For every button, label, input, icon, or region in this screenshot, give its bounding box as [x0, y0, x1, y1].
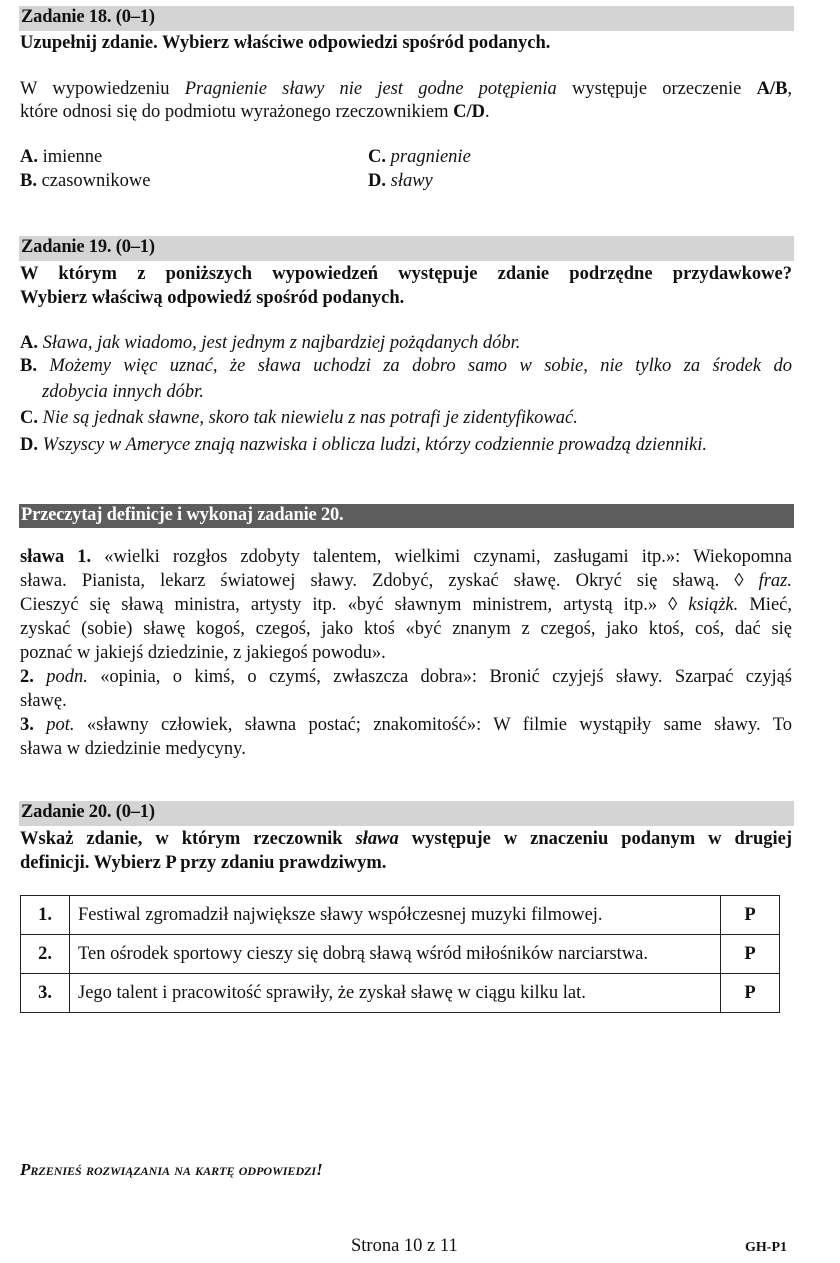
row-number: 1.	[21, 896, 70, 935]
definition-line: sławę.	[20, 691, 67, 711]
task19-instruction-line1: W którym z poniższych wypowiedzeń występuje zdanie podrzędne przydawkowe?	[20, 264, 792, 284]
task20-instruction-line1: Wskaż zdanie, w którym rzeczownik sława występuje w znaczeniu podanym w drugiej	[20, 829, 793, 849]
definition-line: sława w dziedzinie medycyny.	[20, 739, 246, 759]
definition-line: zyskać (sobie) sławę kogoś, czegoś, jako ktoś «być znanym z czegoś, jako ktoś, coś, dać się	[20, 619, 792, 639]
task19-option-a[interactable]: A. Sława, jak wiadomo, jest jednym z najbardziej pożądanych dóbr.	[20, 333, 521, 353]
task19-option-d[interactable]: D. Wszyscy w Ameryce znają nazwiska i oblicza ludzi, którzy codziennie prowadzą dzienniki.	[20, 435, 708, 455]
definitions-header-bar	[19, 504, 794, 528]
row-sentence: Festiwal zgromadził największe sławy współczesnej muzyki filmowej.	[70, 896, 721, 935]
row-number: 2.	[21, 935, 70, 974]
task19-header-bar	[19, 236, 794, 261]
definition-line: sława. Pianista, lekarz światowej sławy. Zdobyć, zyskać sławę. Okryć się sławą. ◊ fraz.	[20, 571, 792, 591]
task18-option-d[interactable]: D. sławy	[368, 171, 433, 191]
row-sentence: Jego talent i pracowitość sprawiły, że zyskał sławę w ciągu kilku lat.	[70, 974, 721, 1013]
task19-option-c[interactable]: C. Nie są jednak sławne, skoro tak niewielu z nas potrafi je zidentyfikować.	[20, 408, 578, 428]
definition-line: 2. podn. «opinia, o kimś, o czymś, zwłaszcza dobra»: Bronić czyjejś sławy. Szarpać czyjąś	[20, 667, 792, 687]
task18-option-c[interactable]: C. pragnienie	[368, 147, 471, 167]
task20-instruction-line2: definicji. Wybierz P przy zdaniu prawdziwym.	[20, 853, 387, 873]
row-sentence: Ten ośrodek sportowy cieszy się dobrą sławą wśród miłośników narciarstwa.	[70, 935, 721, 974]
definition-line: 3. pot. «sławny człowiek, sławna postać; znakomitość»: W filmie wystąpiły same sławy. To	[20, 715, 792, 735]
task18-sentence-line1: W wypowiedzeniu Pragnienie sławy nie jest godne potępienia występuje orzeczenie A/B,	[20, 79, 793, 99]
task19-header: Zadanie 19. (0–1)	[21, 237, 155, 257]
task20-header: Zadanie 20. (0–1)	[21, 802, 155, 822]
task18-option-a[interactable]: A. imienne	[20, 147, 103, 167]
task19-instruction-line2: Wybierz właściwą odpowiedź spośród podanych.	[20, 288, 405, 308]
row-number: 3.	[21, 974, 70, 1013]
page-number: Strona 10 z 11	[351, 1236, 458, 1256]
task18-quote: Pragnienie sławy nie jest godne potępienia	[184, 79, 557, 99]
definition-line: poznać w jakiejś dziedzinie, z jakiegoś powodu».	[20, 643, 386, 663]
task18-sentence-line2: które odnosi się do podmiotu wyrażonego rzeczownikiem C/D.	[20, 102, 490, 122]
task19-option-b-cont[interactable]: zdobycia innych dóbr.	[42, 382, 204, 402]
task18-instruction: Uzupełnij zdanie. Wybierz właściwe odpowiedzi spośród podanych.	[20, 33, 551, 53]
exam-code: GH-P1	[745, 1240, 787, 1255]
row-p-option[interactable]: P	[721, 935, 780, 974]
row-p-option[interactable]: P	[721, 974, 780, 1013]
table-row	[21, 935, 780, 974]
definitions-header: Przeczytaj definicje i wykonaj zadanie 20.	[21, 505, 344, 525]
task19-option-b[interactable]: B. Możemy więc uznać, że sława uchodzi za dobro samo w sobie, nie tylko za środek do	[20, 356, 792, 376]
table-row	[21, 896, 780, 935]
task18-option-b[interactable]: B. czasownikowe	[20, 171, 151, 191]
task20-answer-table	[20, 895, 780, 1013]
task18-header: Zadanie 18. (0–1)	[21, 7, 155, 27]
definition-line: Cieszyć się sławą ministra, artysty itp. «być sławnym ministrem, artystą itp.» ◊ książk. Mieć,	[20, 595, 792, 615]
row-p-option[interactable]: P	[721, 896, 780, 935]
table-row	[21, 974, 780, 1013]
definition-line: sława 1. «wielki rozgłos zdobyty talentem, wielkimi czynami, zasługami itp.»: Wiekopomna	[20, 547, 792, 567]
transfer-answers-notice: Przenieś rozwiązania na kartę odpowiedzi!	[20, 1160, 323, 1179]
task20-header-bar	[19, 801, 794, 826]
task18-header-bar	[19, 6, 794, 31]
